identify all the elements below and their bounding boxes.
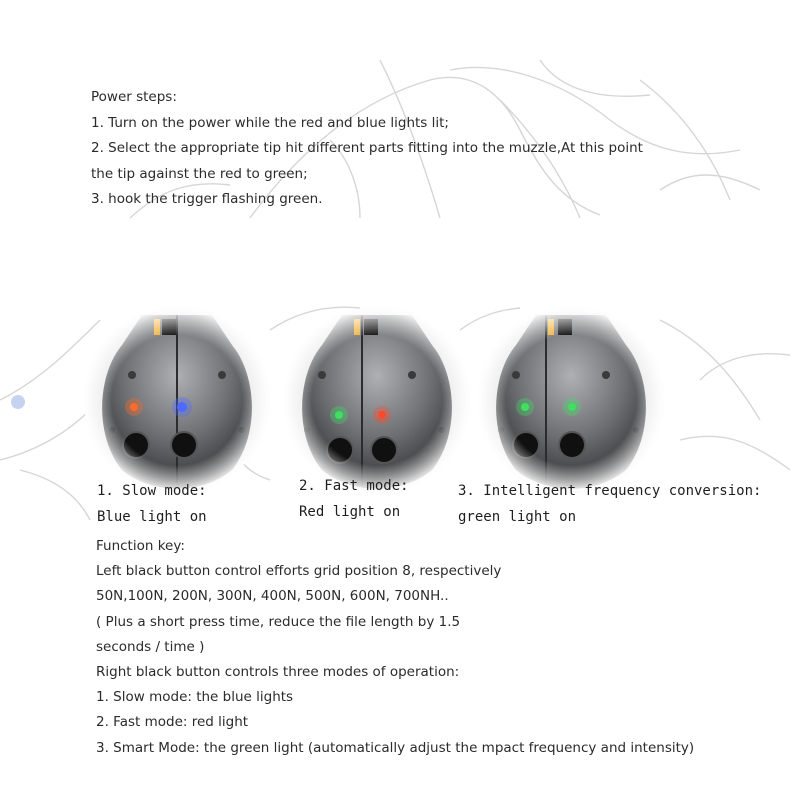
caption-mode-name: 1. Slow mode: [97, 483, 207, 499]
power-steps-section [91, 85, 643, 213]
device-photo-fast-mode [282, 305, 472, 495]
caption-fast-mode [299, 473, 409, 525]
function-key-line: 50N,100N, 200N, 300N, 400N, 500N, 600N, 700NH.. [96, 588, 449, 605]
power-step-line: 3. hook the trigger flashing green. [91, 191, 323, 207]
power-steps-title: Power steps: [91, 89, 177, 105]
power-step-line: 2. Select the appropriate tip hit different parts fitting into the muzzle,At this point [91, 140, 643, 156]
device-photo-smart-mode [476, 305, 666, 495]
function-key-line: Right black button controls three modes of operation: [96, 663, 460, 680]
function-key-line: seconds / time ) [96, 638, 205, 655]
function-key-line: 1. Slow mode: the blue lights [96, 689, 294, 706]
caption-mode-name: 3. Intelligent frequency conversion: [458, 483, 762, 499]
caption-light-state: Blue light on [97, 509, 207, 525]
device-photo-slow-mode [82, 305, 272, 495]
function-key-line: ( Plus a short press time, reduce the file length by 1.5 [96, 613, 461, 630]
caption-light-state: Red light on [299, 504, 401, 520]
power-step-line: 1. Turn on the power while the red and blue lights lit; [91, 114, 449, 131]
function-key-line: Left black button control efforts grid position 8, respectively [96, 563, 502, 580]
function-key-line: 3. Smart Mode: the green light (automatically adjust the mpact frequency and intensity) [96, 739, 695, 756]
caption-mode-name: 2. Fast mode: [299, 478, 409, 494]
caption-smart-mode [458, 478, 761, 530]
function-key-section [96, 534, 694, 761]
function-key-title: Function key: [96, 538, 185, 554]
caption-light-state: green light on [458, 509, 577, 525]
function-key-line: 2. Fast mode: red light [96, 714, 249, 731]
caption-slow-mode [97, 478, 207, 530]
power-step-line: the tip against the red to green; [91, 165, 308, 182]
